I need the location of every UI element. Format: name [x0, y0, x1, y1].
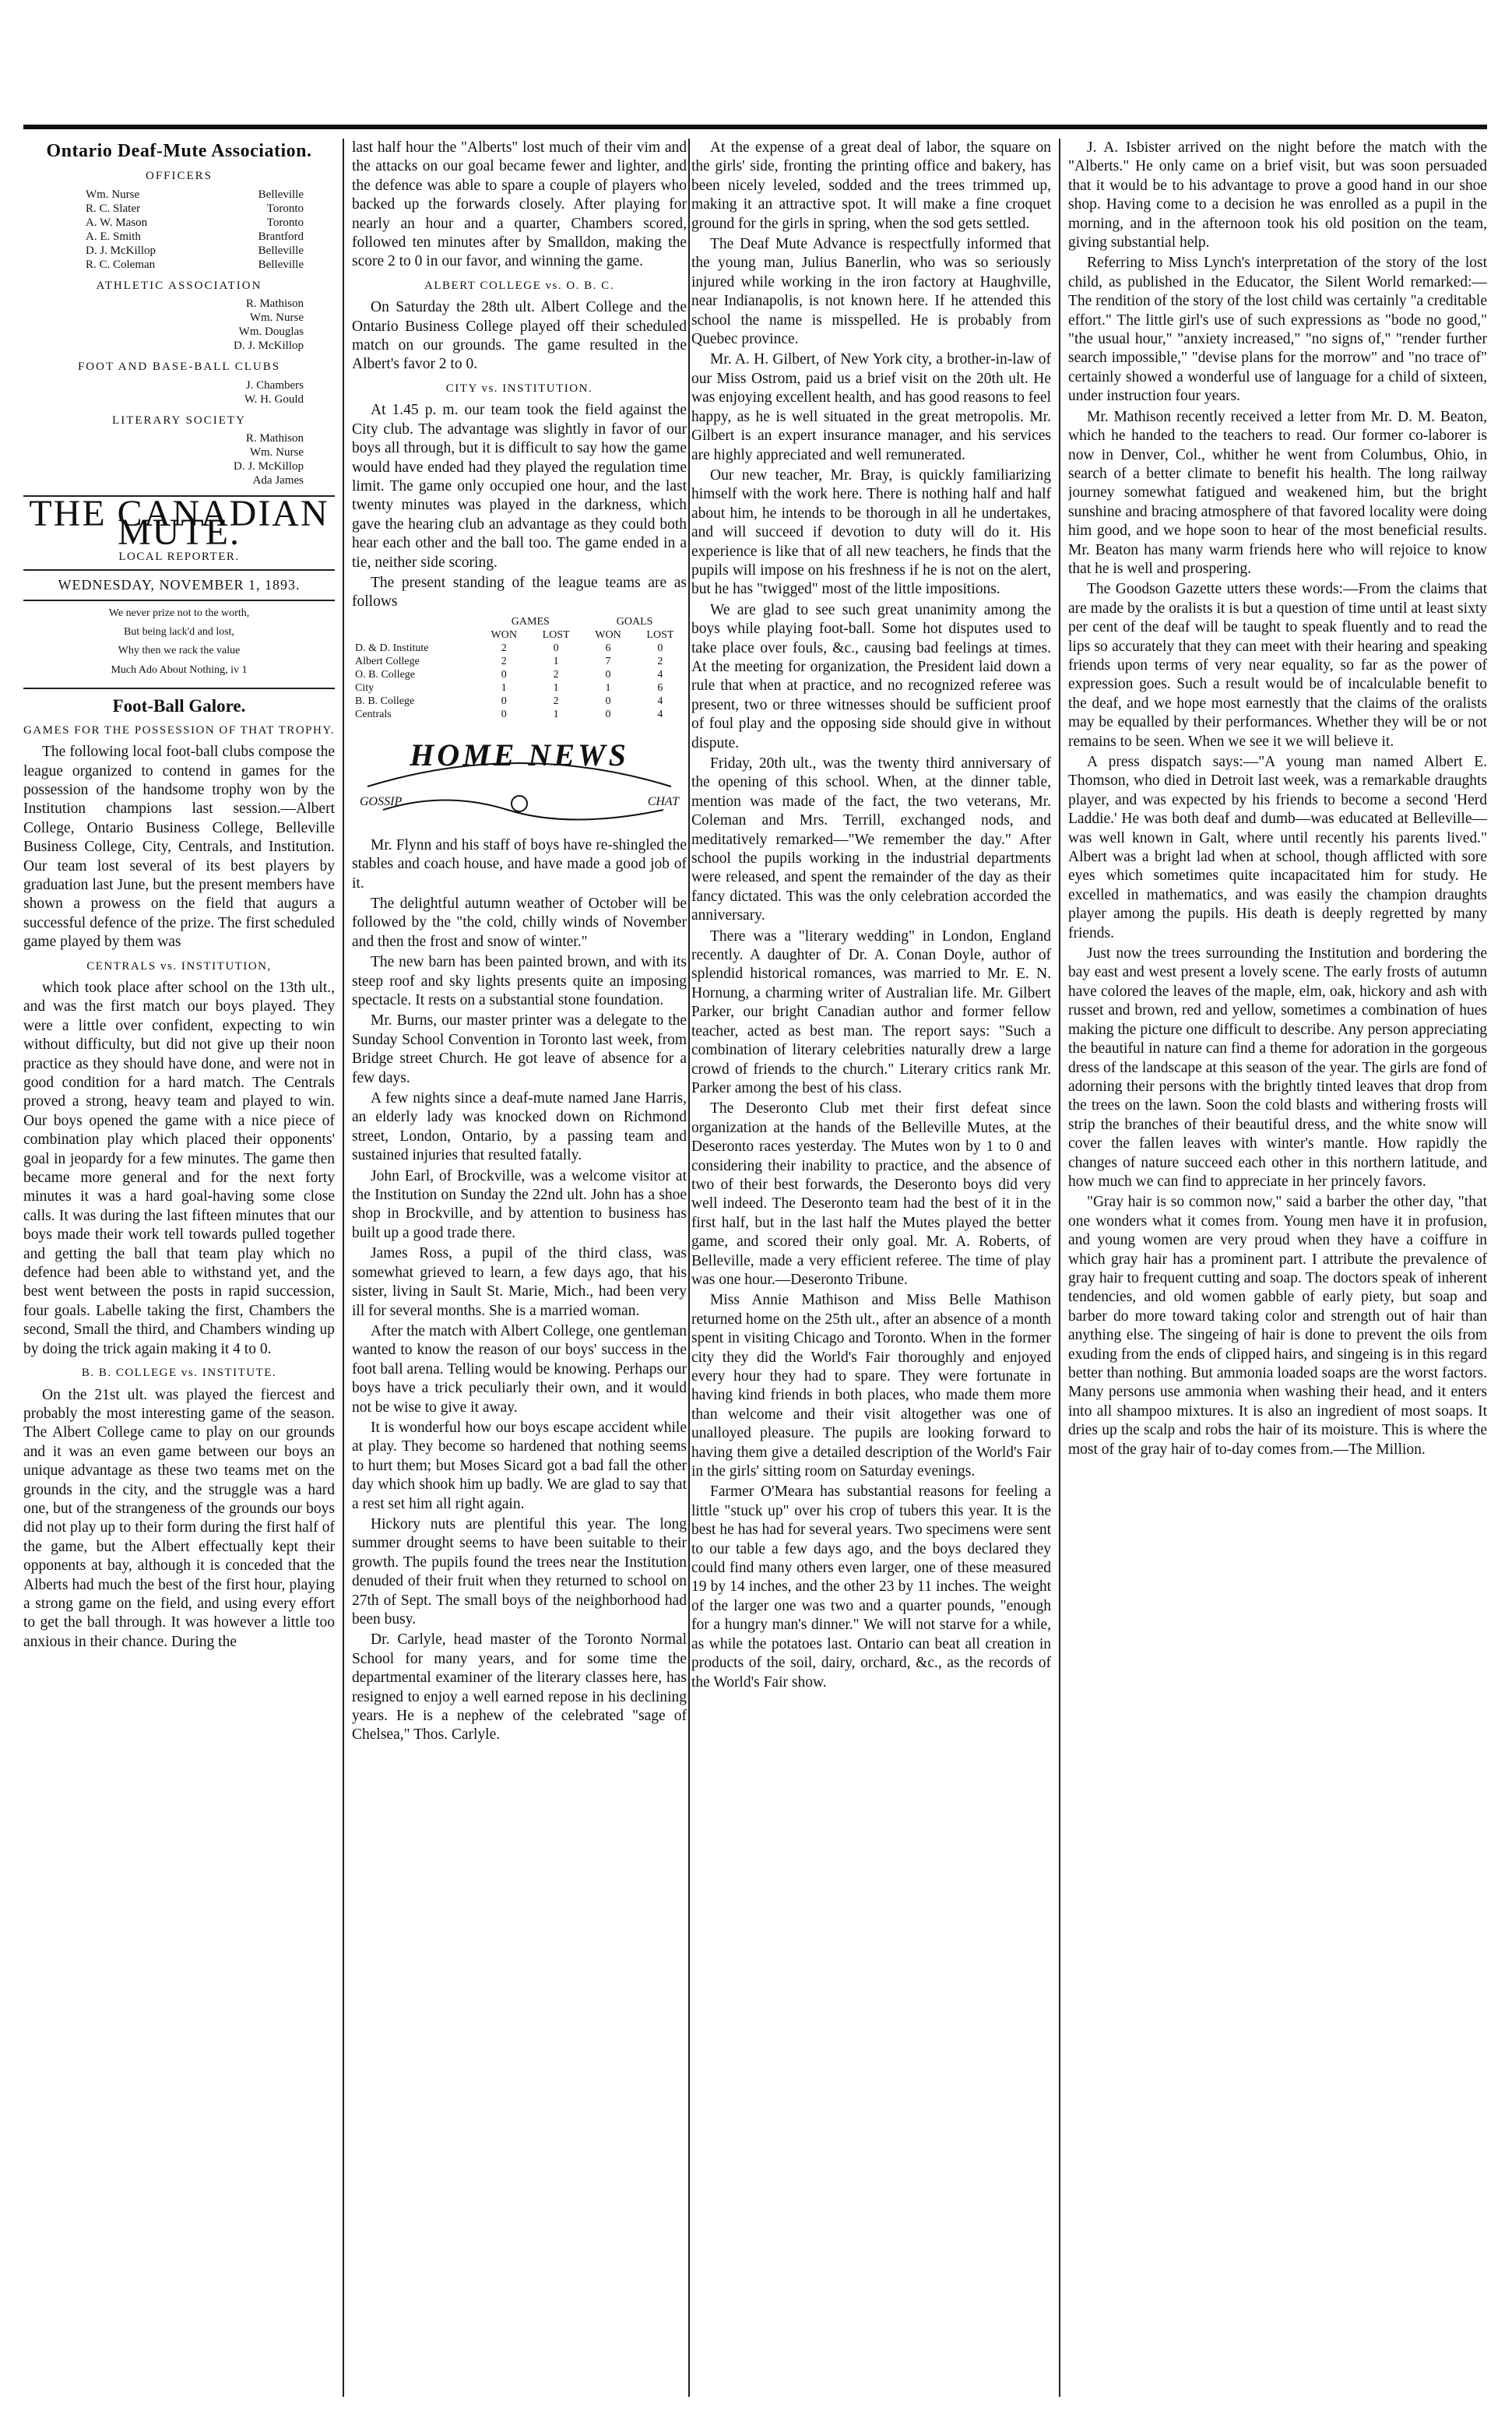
officer-place: Belleville — [258, 258, 304, 271]
news-item: Hickory nuts are plentiful this year. The long summer drought seems to have been suitable to their growth. The pupils found the trees near the Institution denuded of their fruit when they returned to school on 27th of Sept. The small boys of the neighborhood had been busy. — [352, 1515, 687, 1628]
table-cell: 4 — [657, 695, 663, 707]
member-row — [23, 392, 335, 406]
literary-heading: LITERARY SOCIETY — [112, 413, 246, 427]
column-3-items — [691, 139, 1051, 1692]
albert-heading: ALBERT COLLEGE vs. O. B. C. — [424, 279, 614, 292]
member-row — [23, 325, 335, 339]
divider — [23, 688, 335, 689]
team-name: O. B. College — [355, 668, 415, 681]
member-row — [23, 431, 335, 445]
member-row — [23, 459, 335, 473]
table-cell: 0 — [657, 642, 663, 654]
table-row — [352, 708, 687, 721]
member-row — [23, 297, 335, 311]
officer-row — [23, 230, 335, 244]
team-name: Centrals — [355, 708, 392, 720]
football-continued: last half hour the "Alberts" lost much of their vim and the attacks on our goal became fewer and lighter, and the defence was able to spare a couple of players who backed up the forwards closely. After playing for nearly an hour and a quarter, Chambers scored, followed ten minutes after by Smalldon, making the score 2 to 0 in our favor, and winning the game. — [352, 139, 687, 270]
table-cell: 7 — [605, 655, 611, 667]
member-row — [23, 339, 335, 353]
albert-text: On Saturday the 28th ult. Albert College and the Ontario Business College played off their scheduled match on our grounds. The game resulted in the Albert's favor 2 to 0. — [352, 299, 687, 373]
news-item: Mr. A. H. Gilbert, of New York city, a brother-in-law of our Miss Ostrom, paid us a brief visit on the 20th ult. He was enjoying excellent health, and has good reasons to feel happy, as he is well situated in the great metropolis. Mr. Gilbert is an expert insurance manager, and his services are highly appreciated and well remunerated. — [691, 351, 1051, 463]
table-row — [352, 681, 687, 695]
officer-name: A. W. Mason — [86, 216, 148, 229]
athletic-heading: ATHLETIC ASSOCIATION — [96, 279, 262, 292]
standing-intro: The present standing of the league teams are as follows — [352, 574, 687, 611]
table-cell: 0 — [553, 642, 559, 654]
officer-row — [23, 258, 335, 272]
table-row — [352, 695, 687, 708]
officer-place: Belleville — [258, 188, 304, 201]
paper-title: THE CANADIAN MUTE. — [29, 493, 329, 554]
column-3 — [691, 139, 1051, 1694]
divider — [23, 600, 335, 601]
table-group-row — [352, 615, 687, 628]
verse-line: But being lack'd and lost, — [123, 626, 235, 639]
news-item: A press dispatch says:—"A young man named Albert E. Thomson, who died in Detroit last week, was a remarkable draughts player, and was expected by his friends to become a second 'Herd Laddie.' He was both deaf and dumb—was educated at Belleville—was well known in Galt, where until recently his parents lived." Albert was a bright lad when at school, though afflicted with sore eyes which sometimes quite incapacitated him for study. He excelled in mathematics, and was easily the champion draughts player among the pupils. His death is deeply regretted by many friends. — [1068, 754, 1487, 941]
member-name: D. J. McKillop — [234, 460, 304, 473]
news-item: At the expense of a great deal of labor, the square on the girls' side, fronting the printing office and bakery, has been nicely leveled, sodded and the trees trimmed up, making it an attractive spot. It will make a fine croquet ground for the girls in spring, when the sod gets settled. — [691, 139, 1051, 232]
member-row — [23, 473, 335, 487]
verse-source: Much Ado About Nothing, iv 1 — [111, 663, 248, 676]
column-header: WON — [595, 628, 621, 641]
table-cell: 2 — [501, 642, 507, 654]
news-item: Just now the trees surrounding the Institution and bordering the bay east and west present a lovely scene. The early frosts of autumn have colored the leaves of the maple, elm, oak, hickory and ash with russet and brown, red and yellow, sometimes a combination of hues making the picture one difficult to describe. Any person appreciating the beautiful in nature can find a theme for adoration in the gorgeous dress of the landscape at this season of the year. The girls are fond of adorning their persons with the brightly tinted leaves that drop from the trees on the lawn. Soon the cold blasts and withering frosts will strip the branches of their beautiful dress, and the white snow will cover the fallen leaves with winter's mantle. How rapidly the changes of nature succeed each other in this northern latitude, and how much we can find to appreciate in her princely favors. — [1068, 945, 1487, 1190]
top-rule — [23, 125, 1487, 129]
news-item: There was a "literary wedding" in London, England recently. A daughter of Dr. A. Conan Doyle, author of splendid historical romances, was married to Mr. E. N. Hornung, a charming writer of Australian life. Mr. Gilbert Parker, our bright Canadian author and former fellow teacher, acted as best man. The report says: "Such a combination of literary celebrities naturally drew a large crowd of friends to the church." Literary critics rank Mr. Parker among the best of his class. — [691, 927, 1051, 1096]
officer-row — [23, 216, 335, 230]
banner-chat: CHAT — [647, 794, 679, 808]
officer-name: R. C. Coleman — [86, 258, 156, 271]
football-title: Foot-Ball Galore. — [112, 696, 246, 716]
news-item: Miss Annie Mathison and Miss Belle Mathison returned home on the 25th ult., after an absence of a month spent in visiting Chicago and Toronto. When in the former city they did the World's Fair thoroughly and enjoyed every hour they had to spare. They were fortunate in having kind friends in both places, who made them more than welcome and their visit altogether was one of unalloyed pleasure. The pupils are looking forward to having them give a detailed description of the World's Fair in the girls' sitting room on Saturday evenings. — [691, 1292, 1051, 1480]
table-cell: 1 — [605, 681, 611, 694]
news-item: "Gray hair is so common now," said a barber the other day, "that one wonders what it comes from. Young men have it in profusion, and young women are very proud when they have a coiffure in which gray hair has a prominent part. I attribute the prevalence of gray hair to frequent cutting and soap. The doctors speak of inherent tendencies, and old women gabble of early piety, but soap and barber do more toward taking color and strength out of hair than anything else. The singeing of hair is done to prevent the oils from exuding from the ends of clipped hairs, and singeing is in this regard better than nothing. But ammonia loaded soaps are the worst factors. Many persons use ammonia when washing their head, and it enters into all shampoo mixtures. It is also an ingredient of most soaps. It dries up the scalp and robs the hair of its moisture. This is where the most of the gray hair of to-day comes from.—The Million. — [1068, 1194, 1487, 1458]
baseball-heading: FOOT AND BASE-BALL CLUBS — [77, 361, 281, 374]
news-item: Dr. Carlyle, head master of the Toronto Normal School for many years, and for some time the departmental examiner of the literary classes here, has resigned to enjoy a well earned repose in his declining years. He is a nephew of the celebrated "sage of Chelsea," Thos. Carlyle. — [352, 1631, 687, 1744]
goals-header: GOALS — [616, 615, 653, 628]
news-item: Farmer O'Meara has substantial reasons for feeling a little "stuck up" over his crop of tubers this year. It is the best he has had for several years. Two specimens were sent to our table a few days ago, and the boys declared they could find many others even larger, one of these measured 19 by 14 inches, and the other 23 by 11 inches. The weight of the larger one was two and a quarter pounds, "enough for a hungry man's dinner." We will not starve for a while, as while the potatoes last. Ontario can beat all creation in products of the soil, dairy, orchard, &c., as the records of the World's Fair show. — [691, 1483, 1051, 1691]
officer-row — [23, 244, 335, 258]
column-4-items — [1068, 139, 1487, 1459]
column-header: LOST — [542, 628, 570, 641]
officer-place: Belleville — [258, 244, 304, 257]
officers-heading: OFFICERS — [145, 170, 213, 183]
literary-list — [23, 431, 335, 487]
column-rule — [688, 139, 690, 2397]
member-name: Wm. Douglas — [238, 326, 304, 339]
table-cell: 6 — [657, 681, 663, 694]
news-item: Mr. Flynn and his staff of boys have re-shingled the stables and coach house, and have made a good job of it. — [352, 836, 687, 892]
table-row — [352, 642, 687, 655]
table-cell: 4 — [657, 668, 663, 681]
column-1 — [23, 139, 335, 1653]
news-item: Friday, 20th ult., was the twenty third anniversary of the opening of this school. When, at the dinner table, mention was made of the fact, the two veterans, Mr. Coleman and Mrs. Terrill, exchanged nods, and meditatively remarked—"We remember the day." After school the pupils working in the industrial departments were released, and spent the remainder of the day as their fancy dictated. This was the only celebration accorded the anniversary. — [691, 755, 1051, 924]
verse-line: We never prize not to the worth, — [108, 607, 250, 619]
member-row — [23, 311, 335, 325]
games-header: GAMES — [511, 615, 550, 628]
centrals-heading: CENTRALS vs. INSTITUTION, — [86, 959, 272, 973]
officer-row — [23, 202, 335, 216]
news-item: The new barn has been painted brown, and with its steep roof and sky lights presents quite an imposing spectacle. It rests on a substantial stone foundation. — [352, 954, 687, 1008]
news-item: The Goodson Gazette utters these words:—From the claims that are made by the oralists it is but a question of time until at least sixty per cent of the deaf will be taught to speak fluently and to read the lips so accurately that they can meet with their hearing and speaking friends upon terms of very near equality, so far as the power of expression goes. Such a result would be of incalculable benefit to the deaf, and we hope most earnestly that the claims of the oralists may be equalled by their performances. Whether they will be or not remains to be seen. When we see it we will believe it. — [1068, 581, 1487, 750]
member-name: W. H. Gould — [244, 392, 304, 406]
home-news-items — [352, 836, 687, 1745]
news-item: Mr. Mathison recently received a letter from Mr. D. M. Beaton, which he handed to the teachers to read. Our former co-laborer is now in Denver, Col., whither he went from Columbus, Ohio, in search of a better climate to benefit his health. The long railway journey somewhat fatigued and weakened him, but the bright sunshine and bracing atmosphere of that favored locality were doing him good, and we hope soon to hear of the most beneficial results. Mr. Beaton has many warm friends here who will rejoice to know that he is well and prospering. — [1068, 408, 1487, 577]
team-name: B. B. College — [355, 695, 415, 707]
verse-line: Why then we rack the value — [118, 645, 241, 657]
local-reporter: LOCAL REPORTER. — [118, 550, 240, 563]
news-item: A few nights since a deaf-mute named Jane Harris, an elderly lady was knocked down on Richmond street, London, Ontario, by a passing team and sustained injuries that resulted fatally. — [352, 1090, 687, 1164]
table-row — [352, 668, 687, 681]
table-cell: 2 — [553, 695, 559, 707]
table-row — [352, 655, 687, 668]
city-heading: CITY vs. INSTITUTION. — [445, 382, 593, 395]
news-item: We are glad to see such great unanimity among the boys while playing foot-ball. Some hot disputes used to take place over fouls, &c., causing bad feelings at times. At the meeting for organization, the President laid down a rule that when at practice, and no recognized referee was present, two or three witnesses should be sufficient proof of foul play and the opposing side should give in without dispute. — [691, 601, 1051, 751]
team-name: D. & D. Institute — [355, 642, 429, 654]
officer-name: Wm. Nurse — [86, 188, 140, 201]
member-name: R. Mathison — [245, 297, 304, 311]
standings-table — [352, 615, 687, 721]
team-name: City — [355, 681, 374, 694]
news-item: After the match with Albert College, one gentleman wanted to know the reason of our boys' success in the foot ball arena. Telling would be knowing. Perhaps our boys have a trick peculiarly their own, and it would not be wise to give it away. — [352, 1322, 687, 1416]
team-name: Albert College — [355, 655, 420, 667]
news-item: James Ross, a pupil of the third class, was somewhat grieved to learn, a few days ago, that his sister, living in Sault St. Marie, Mich., had been very ill for several months. She is a married woman. — [352, 1245, 687, 1319]
association-title: Ontario Deaf-Mute Association. — [46, 141, 312, 161]
baseball-list — [23, 378, 335, 406]
news-item: It is wonderful how our boys escape accident while at play. They become so hardened that nothing seems to hurt them; but Moses Sicard got a bad fall the other day which shook him up badly. We are glad to say that a rest set him all right again. — [352, 1419, 687, 1512]
table-cell: 2 — [553, 668, 559, 681]
city-text: At 1.45 p. m. our team took the field against the City club. The advantage was slightly in favor of our boys all through, but it is difficult to say how the game would have ended had they played the regulation time limit. The game only occupied one hour, and the last twenty minutes was played in the darkness, which gave the hearing club an advantage as they could both hear each other and the ball too. The game ended in a tie, neither side scoring. — [352, 402, 687, 571]
table-cell: 0 — [605, 695, 611, 707]
table-cell: 0 — [501, 695, 507, 707]
officer-name: R. C. Slater — [86, 202, 140, 215]
news-item: J. A. Isbister arrived on the night before the match with the "Alberts." He only came on a brief visit, but was soon persuaded that it would be to his advantage to prove a good hand in our shoe shop. Having come to a decision he was enrolled as a pupil in the morning, and in the afternoon took his old position on the team, giving substantial help. — [1068, 139, 1487, 252]
table-cell: 1 — [501, 681, 507, 694]
dateline: WEDNESDAY, NOVEMBER 1, 1893. — [58, 577, 301, 593]
table-cell: 0 — [605, 708, 611, 720]
news-item: Referring to Miss Lynch's interpretation of the story of the lost child, as published in the Educator, the Silent World remarked:—The rendition of the story of the lost child was certainly "a creditable effort." The little girl's use of such expressions as "bode no good," "the usual hour," "anxiety increased," "no signs of," "render further search impossible," "devise plans for the morrow" and "no trace of" certainly showed a wonderful use of language for a child of sixteen, under instruction four years. — [1068, 255, 1487, 405]
officer-place: Toronto — [266, 202, 304, 215]
member-name: Wm. Nurse — [249, 311, 304, 325]
verse — [23, 604, 335, 681]
table-cell: 6 — [605, 642, 611, 654]
member-name: Wm. Nurse — [249, 446, 304, 459]
table-cell: 1 — [553, 681, 559, 694]
member-name: Ada James — [252, 474, 304, 487]
banner-title: HOME NEWS — [410, 737, 629, 772]
football-subtitle: GAMES FOR THE POSSESSION OF THAT TROPHY. — [23, 723, 335, 737]
table-cell: 0 — [501, 708, 507, 720]
bbc-heading: B. B. COLLEGE vs. INSTITUTE. — [81, 1367, 277, 1380]
centrals-text: which took place after school on the 13th ult., and was the first match our boys played. They were a little over confident, expecting to win without difficulty, but did not give up their noon practice as they should have done, and were not in good condition for a hard match. The Centrals proved a strong, heavy team and played to win. Our boys opened the game with a nice piece of combination play which placed their opponents' goal in jeopardy for a few minutes. The game then became more general and for the next forty minutes it was a hard goal-having some close calls. It was during the last fifteen minutes that our boys made their work tell towards pulled together and getting the ball that team play which no defence had been able to withstand yet, and the best went between the posts in rapid succession, four goals. Labelle taking the first, Chambers the second, Small the third, and Chambers winding up by doing the trick again making it 4 to 0. — [23, 979, 335, 1357]
table-cell: 0 — [501, 668, 507, 681]
column-rule — [1059, 139, 1060, 2397]
bbc-text: On the 21st ult. was played the fiercest and probably the most interesting game of the season. The Albert College came to play on our grounds and it was an even game between our boys an unique advantage as these two teams met on the grounds in the city, and the struggle was a hard one, but of the strangeness of the grounds our boys did not play up to their form during the first half of the game, but the Albert effectually kept their opponents at bay, although it is conceded that the Alberts had much the best of the first hour, playing a strong game on the field, and using every effort to get the ball through. It was however a little too anxious in their chance. During the — [23, 1386, 335, 1650]
table-cell: 1 — [553, 655, 559, 667]
news-item: Our new teacher, Mr. Bray, is quickly familiarizing himself with the work here. There is nothing half and half about him, he intends to be thorough in all he undertakes, and will succeed if devotion to duty will do it. His experience is like that of all new teachers, he finds that the pupils will impose on his freshness if he is not on the alert, but he has "twigged" most of the little impositions. — [691, 466, 1051, 598]
officer-place: Toronto — [266, 216, 304, 229]
member-row — [23, 445, 335, 459]
member-name: J. Chambers — [245, 378, 304, 392]
news-item: The delightful autumn weather of October will be followed by the "the cold, chilly winds of November and then the frost and snow of winter." — [352, 895, 687, 950]
table-cell: 0 — [605, 668, 611, 681]
member-row — [23, 378, 335, 392]
member-name: R. Mathison — [245, 432, 304, 445]
column-header: LOST — [646, 628, 674, 641]
column-header: WON — [491, 628, 517, 641]
column-4 — [1068, 139, 1487, 1461]
officer-name: A. E. Smith — [86, 230, 141, 243]
news-item: The Deaf Mute Advance is respectfully informed that the young man, Julius Banerlin, who was so seriously injured while working in the iron factory at Haughville, near Indianapolis, is not known here. If he attended this school the name is misspelled. He is probably from Quebec province. — [691, 236, 1051, 348]
table-cell: 2 — [657, 655, 663, 667]
column-rule — [343, 139, 344, 2397]
column-2 — [352, 139, 687, 1747]
news-item: The Deseronto Club met their first defeat since organization at the hands of the Belleville Mutes, at the Deseronto races yesterday. The Mutes won by 1 to 0 and considering their inability to practice, and the absence of two of their best forwards, the Deseronto boys did very well indeed. The Deseronto team had the best of it in the first half, but in the last half the Mutes played the better game, and scored their only goal. Mr. A. Roberts, of Belleville, made a very efficient referee. The time of play was one hour.—Deseronto Tribune. — [691, 1100, 1051, 1288]
officer-row — [23, 188, 335, 202]
home-news-banner — [352, 732, 687, 825]
athletic-list — [23, 297, 335, 353]
table-cell: 1 — [553, 708, 559, 720]
football-intro: The following local foot-ball clubs compose the league organized to contend in games for the possession of the handsome trophy won by the Institution champions last session.—Albert College, Ontario Business College, Belleville Business College, City, Centrals, and Institution. Our team lost several of its best players by graduation last June, but the present members have shown a prowess on the field that augurs a successful defence of the prize. The first scheduled game played by them was — [23, 744, 335, 951]
officer-name: D. J. McKillop — [86, 244, 156, 257]
banner-gossip: GOSSIP — [360, 794, 403, 808]
table-cell: 4 — [657, 708, 663, 720]
officer-place: Brantford — [258, 230, 304, 243]
news-item: John Earl, of Brockville, was a welcome visitor at the Institution on Sunday the 22nd ult. John has a shoe shop in Brockville, and by attention to business has built up a good trade there. — [352, 1167, 687, 1241]
table-header-row — [352, 628, 687, 642]
table-cell: 2 — [501, 655, 507, 667]
member-name: D. J. McKillop — [234, 340, 304, 353]
officers-list — [23, 188, 335, 272]
divider — [23, 569, 335, 571]
news-item: Mr. Burns, our master printer was a delegate to the Sunday School Convention in Toronto last week, from Bridge street Church. He got leave of absence for a few days. — [352, 1012, 687, 1086]
